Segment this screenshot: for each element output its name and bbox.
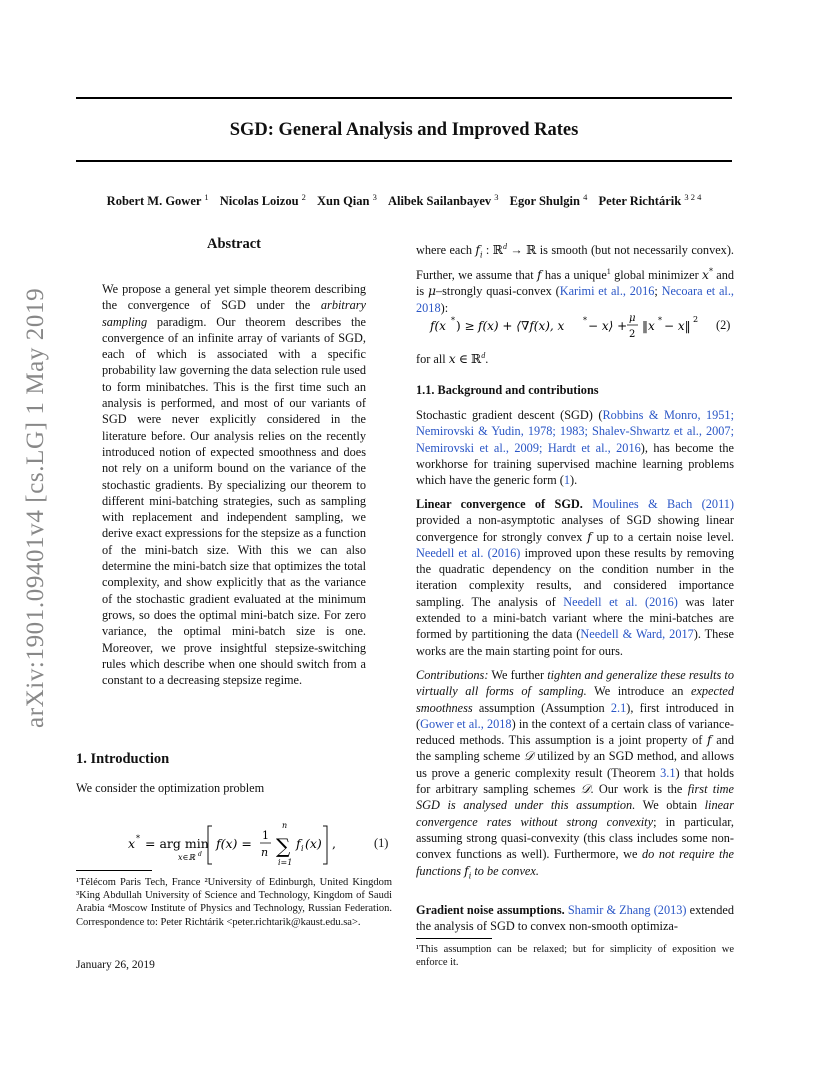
- svg-text:f(x: f(x: [430, 319, 446, 333]
- citation-link[interactable]: Necoara et al., 2018: [416, 284, 734, 315]
- title-rule: [76, 160, 732, 162]
- affiliations-footnote: ¹Télécom Paris Tech, France ²University of Edinburgh, United Kingdom ³King Abdullah University of Science and Technology, Kingdom of Saudi Arabia ⁴Moscow Institute of Physics and Technology, Russian Federation. Correspondence to: Peter Richtárik <peter.richtarik@kaust.edu.sa>.: [76, 877, 392, 928]
- contributions-paragraph: Contributions: We further tighten and generalize these results to virtually all forms of sampling. We introduce an expected smoothness assumption (Assumption 2.1), first introduced in (Gower et al., 2018) in the context of a certain class of variance-reduced methods. This assumption is a joint property of f and the sampling scheme 𝒟 utilized by an SGD method, and allows us prove a generic complexity result (Theorem 3.1) that holds for arbitrary sampling schemes 𝒟. Our work is the first time SGD is analysed under this assumption. We obtain linear convergence rates without strong convexity; in particular, assuming strong quasi-convexity (this class includes some non-convex functions as well). Furthermore, we do not require the functions $f_i$ to be convex.: [416, 668, 734, 881]
- svg-text:) ≥: ) ≥: [456, 319, 475, 333]
- intro-continuation: where each $f_i$ : ℝ$^d$ → ℝ is smooth (but not necessarily convex). Further, we assume that f has a unique$^1$ global minimizer x* and is μ–strongly quasi-convex (Karimi et al., 2016; Necoara et al., 2018):: [416, 242, 734, 315]
- svg-text:‖x: ‖x: [642, 319, 655, 333]
- author: Peter Richtárik $^{3 2 4}$: [598, 192, 702, 209]
- citation-link[interactable]: Needell et al. (2016): [563, 594, 678, 609]
- abstract-text: We propose a general yet simple theorem describing the convergence of SGD under the arbitrary sampling paradigm. Our theorem describes the convergence of an infinite array of variants of SGD, each of which is associated with a specific probability law governing the data selection rule used to form minibatches. This is the first time such an analysis is performed, and most of our variants of SGD were never explicitly considered in the literature before. Our analysis relies on the recently introduced notion of expected smoothness and does not rely on a uniform bound on the variance of the stochastic gradients. By specializing our theorem to different mini-batching strategies, such as sampling with replacement and independent sampling, we derive exact expressions for the stepsize as a function of the mini-batch size. With this we can also determine the mini-batch size that optimizes the total complexity, and show explicitly that as the variance of the stochastic gradient evaluated at the minimum grows, so does the optimal mini-batch size. For zero variance, the optimal mini-batch size is one. Moreover, we prove insightful stepsize-switching rules which describe when one should switch from a constant to a decreasing stepsize regime.: [102, 282, 366, 688]
- abstract-heading: Abstract: [207, 236, 261, 252]
- svg-text:f(x) =: f(x) =: [216, 836, 252, 851]
- svg-text:1: 1: [262, 829, 269, 842]
- svg-text:− x⟩ +: − x⟩ +: [588, 319, 628, 333]
- citation-link[interactable]: Needell et al. (2016): [416, 545, 521, 560]
- svg-text:μ: μ: [629, 313, 636, 324]
- citation-link[interactable]: Moulines & Bach: [592, 497, 693, 511]
- linear-convergence-paragraph: Linear convergence of SGD. Moulines & Bach (2011) provided a non-asymptotic analyses of SGD showing linear convergence for strongly convex f up to a certain noise level. Needell et al. (2016) improved upon these results by removing the quadratic dependency on the condition number in the iteration complexity results, and considered importance sampling. The analysis of Needell et al. (2016) was later extended to a mini-batch variant where the mini-batches are formed by partitioning the data (Needell & Ward, 2017). These works are the main starting point for ours.: [416, 497, 735, 658]
- section-heading-introduction: 1. Introduction: [76, 751, 170, 767]
- svg-text:d: d: [198, 851, 202, 858]
- subsection-heading: 1.1. Background and contributions: [416, 383, 599, 397]
- svg-text:2: 2: [629, 329, 636, 340]
- author: Alibek Sailanbayev $^3$: [388, 192, 499, 209]
- equation-ref-link[interactable]: 1: [563, 473, 570, 488]
- svg-text:x∈ℝ: x∈ℝ: [178, 853, 196, 862]
- citation-link[interactable]: Robbins & Monro, 1951; Nemirovski & Yudin, 1978; 1983; Shalev-Shwartz et al., 2007; Nemirovski et al., 2009; Hardt et al., 2016: [416, 408, 734, 455]
- svg-text:(x): (x): [305, 836, 322, 851]
- svg-text:f(x) + ⟨∇f(x), x: f(x) + ⟨∇f(x), x: [478, 319, 565, 333]
- author: Robert M. Gower $^1$: [106, 192, 209, 209]
- svg-text:∑: ∑: [276, 834, 291, 858]
- citation-link[interactable]: Gower et al., 2018: [420, 716, 512, 731]
- equation-2: [430, 308, 710, 342]
- equation-1: [128, 822, 368, 866]
- equation-2-number: (2): [716, 318, 731, 332]
- author: Xun Qian $^3$: [317, 192, 377, 209]
- paper-title: SGD: General Analysis and Improved Rates: [229, 120, 579, 140]
- background-paragraph: Stochastic gradient descent (SGD) (Robbins & Monro, 1951; Nemirovski & Yudin, 1978; 1983; Shalev-Shwartz et al., 2007; Nemirovski et al., 2009; Hardt et al., 2016), has become the workhorse for training supervised machine learning problems which have the generic form (1).: [416, 408, 734, 488]
- svg-text:f: f: [296, 836, 301, 851]
- author: Nicolas Loizou $^2$: [219, 192, 306, 209]
- assumption-ref-link[interactable]: 2.1: [610, 700, 627, 715]
- arxiv-stamp: arXiv:1901.09401v4 [cs.LG] 1 May 2019: [22, 287, 49, 728]
- svg-text:n: n: [282, 821, 288, 830]
- citation-link[interactable]: Needell & Ward, 2017: [580, 627, 694, 642]
- right-footnote: ¹This assumption can be relaxed; but for simplicity of exposition we enforce it.: [416, 944, 734, 969]
- citation-link[interactable]: (2011): [701, 497, 734, 511]
- equation-1-number: (1): [374, 836, 389, 850]
- svg-text:i=1: i=1: [278, 858, 293, 867]
- intro-text: We consider the optimization problem: [76, 781, 265, 795]
- citation-link[interactable]: Karimi et al., 2016: [559, 284, 655, 299]
- svg-text:*: *: [136, 834, 140, 843]
- citation-link[interactable]: Shamir & Zhang: [567, 903, 651, 917]
- author: Egor Shulgin $^4$: [509, 192, 588, 209]
- footnote-rule-right: [416, 938, 492, 939]
- svg-text:x: x: [128, 836, 136, 851]
- svg-text:*: *: [658, 316, 662, 325]
- svg-text:n: n: [261, 846, 269, 859]
- svg-text:− x‖: − x‖: [664, 319, 691, 333]
- svg-text:*: *: [451, 316, 455, 325]
- theorem-ref-link[interactable]: 3.1: [660, 765, 676, 780]
- date: January 26, 2019: [76, 959, 155, 971]
- author-list: [60, 192, 748, 209]
- footnote-rule-left: [76, 870, 152, 871]
- svg-text:,: ,: [332, 836, 336, 851]
- svg-text:i: i: [301, 844, 304, 853]
- forall-line: for all x ∈ ℝ$^d$.: [416, 351, 489, 367]
- svg-text:2: 2: [693, 315, 699, 324]
- gradient-noise-paragraph: Gradient noise assumptions. Shamir & Zhang (2013) extended the analysis of SGD to convex non-smooth optimiza-: [416, 903, 735, 934]
- citation-link[interactable]: (2013): [653, 903, 687, 917]
- svg-text:= arg min: = arg min: [145, 836, 209, 851]
- svg-text:*: *: [583, 316, 587, 325]
- top-rule: [76, 97, 732, 99]
